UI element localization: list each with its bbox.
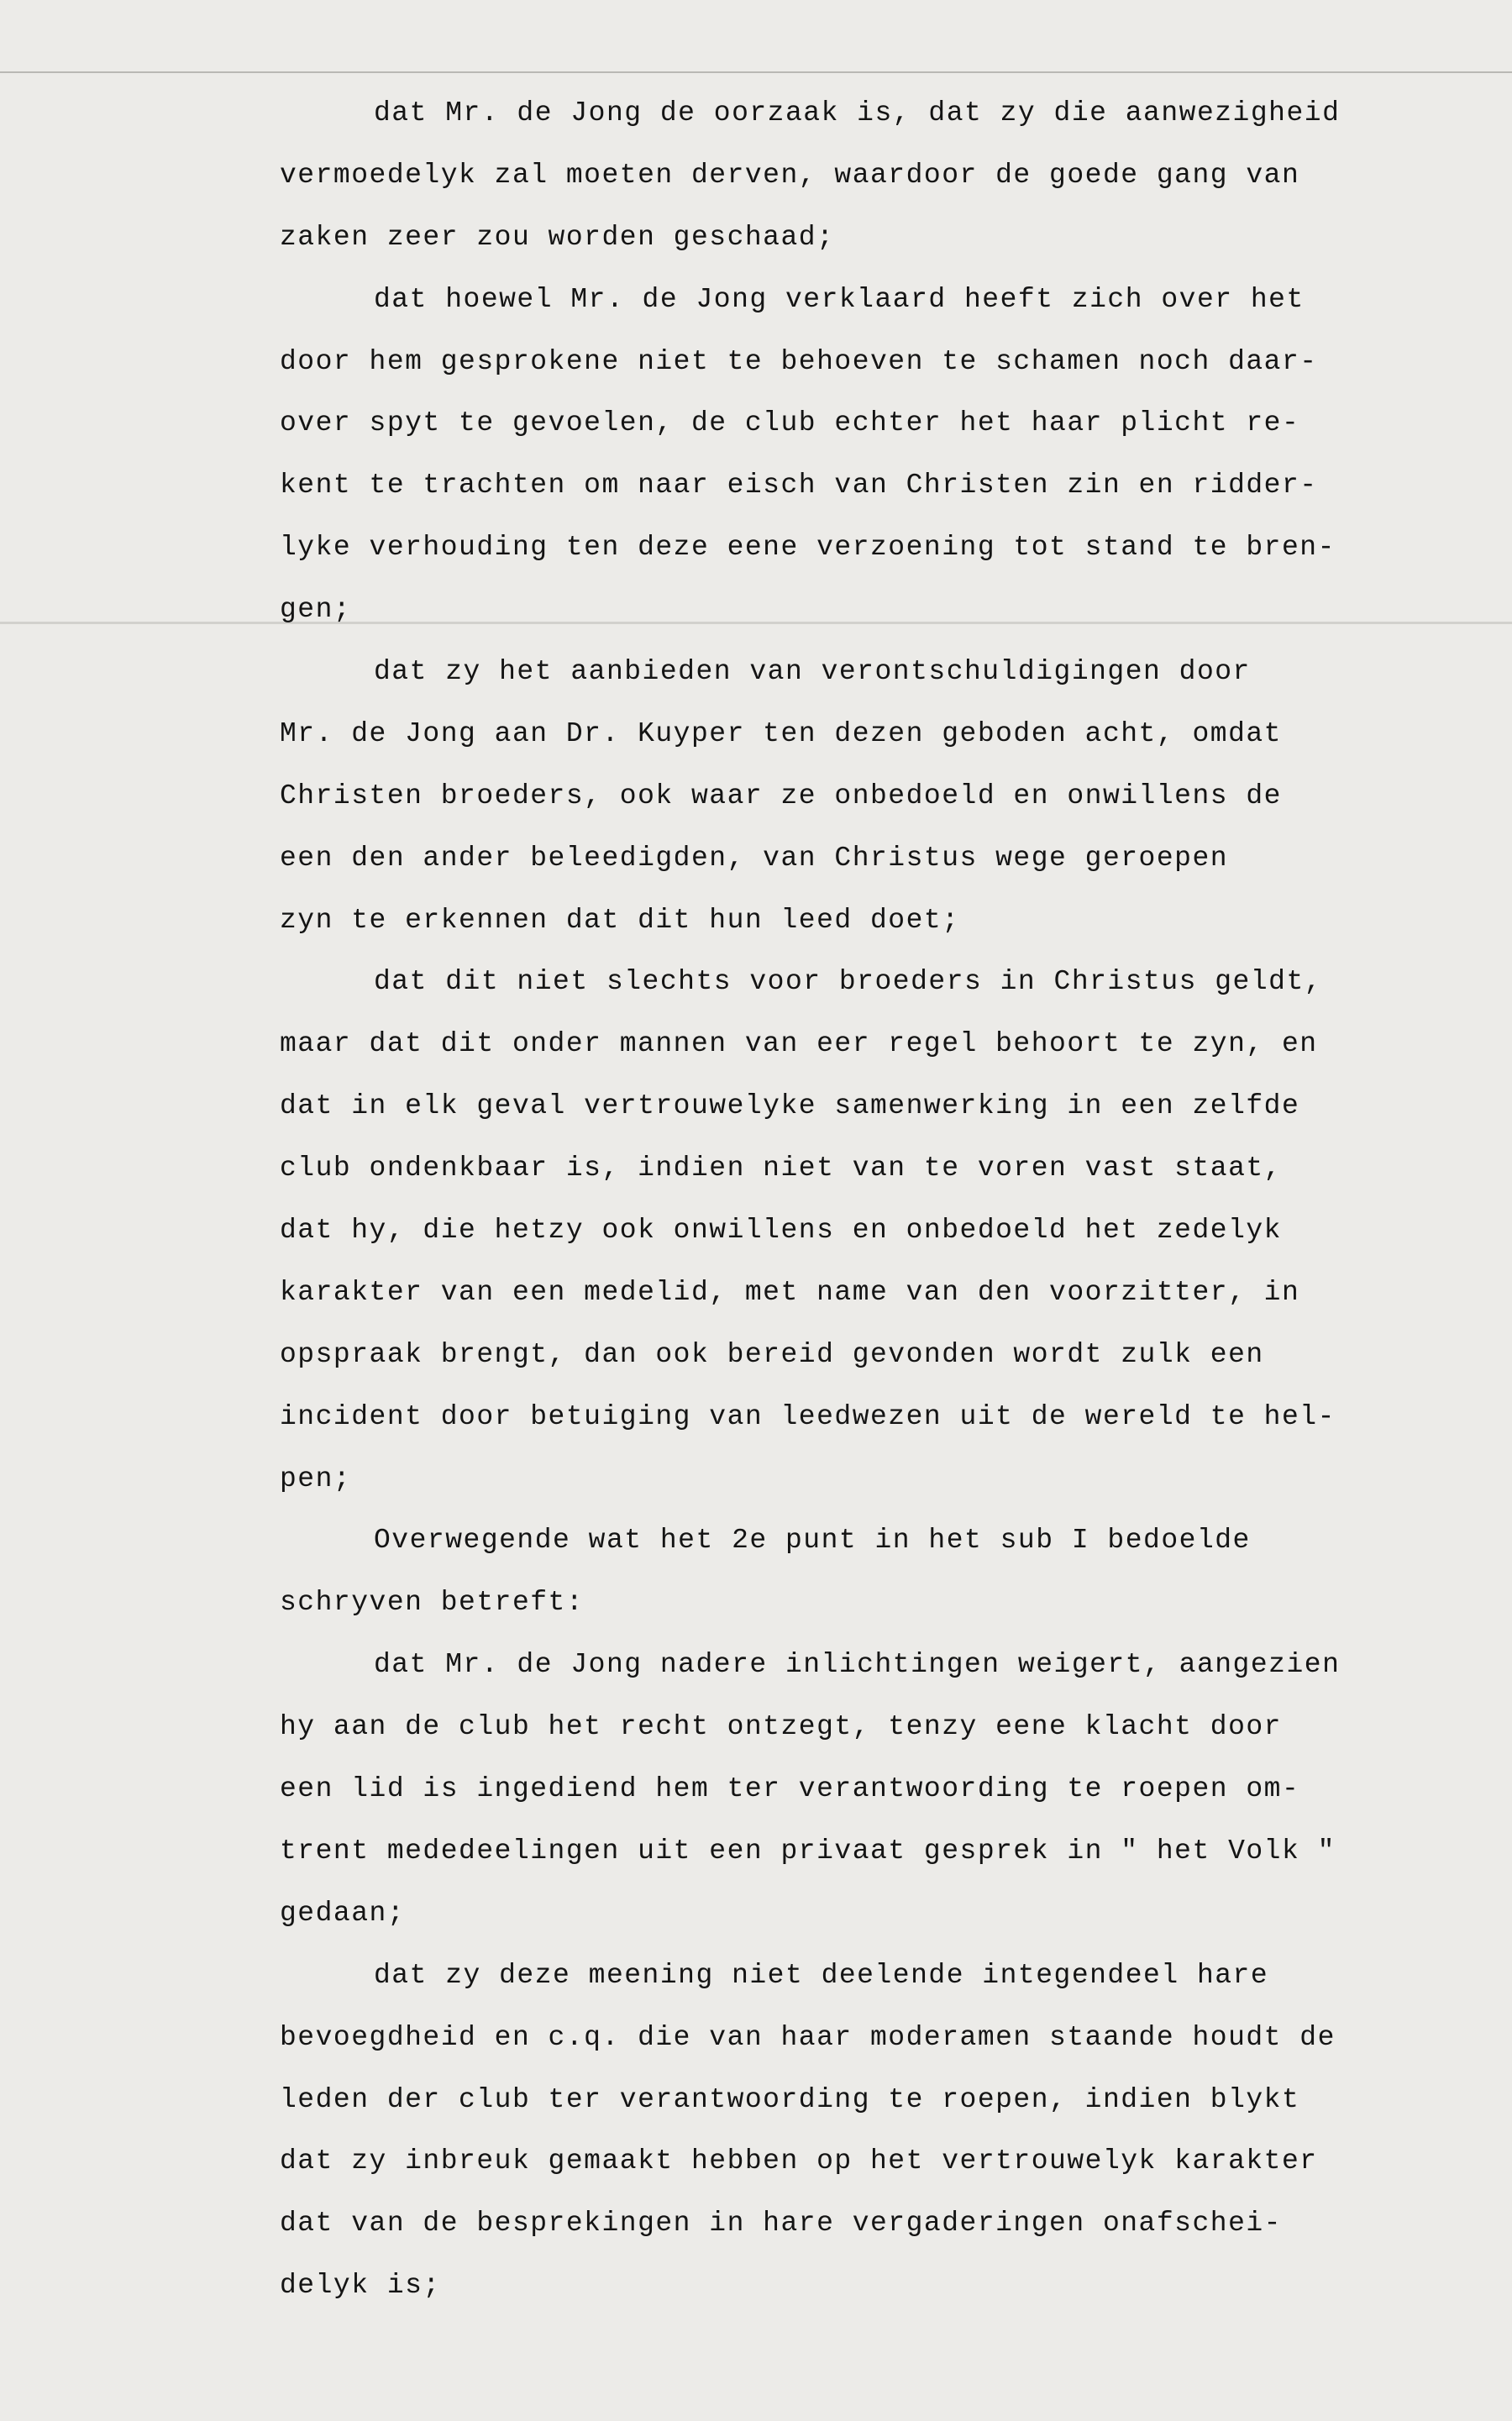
text-line: maar dat dit onder mannen van eer regel behoort te zyn, en xyxy=(280,1028,1318,1060)
paragraph-first-line: dat hoewel Mr. de Jong verklaard heeft zich over het xyxy=(374,283,1305,315)
text-line: Christen broeders, ook waar ze onbedoeld en onwillens de xyxy=(280,780,1282,811)
text-line: zyn te erkennen dat dit hun leed doet; xyxy=(280,904,960,936)
text-line: schryven betreft: xyxy=(280,1587,585,1619)
text-line: een lid is ingediend hem ter verantwoording te roepen om- xyxy=(280,1773,1300,1805)
paragraph-first-line: Overwegende wat het 2e punt in het sub I bedoelde xyxy=(374,1525,1251,1557)
text-line: leden der club ter verantwoording te roepen, indien blykt xyxy=(280,2083,1300,2115)
text-line: dat van de besprekingen in hare vergaderingen onafschei- xyxy=(280,2208,1282,2240)
text-line: club ondenkbaar is, indien niet van te voren vast staat, xyxy=(280,1153,1282,1184)
paragraph-first-line: dat zy het aanbieden van verontschuldigingen door xyxy=(374,656,1251,688)
text-line: zaken zeer zou worden geschaad; xyxy=(280,221,835,253)
paragraph-first-line: dat Mr. de Jong nadere inlichtingen weigert, aangezien xyxy=(374,1649,1341,1681)
text-line: door hem gesprokene niet te behoeven te schamen noch daar- xyxy=(280,345,1318,377)
text-line: dat in elk geval vertrouwelyke samenwerking in een zelfde xyxy=(280,1090,1300,1122)
text-line: trent mededeelingen uit een privaat gesprek in " het Volk " xyxy=(280,1835,1336,1867)
typewritten-text-body xyxy=(280,82,1405,2317)
text-line: kent te trachten om naar eisch van Christen zin en ridder- xyxy=(280,470,1318,502)
text-line: opspraak brengt, dan ook bereid gevonden wordt zulk een xyxy=(280,1338,1264,1370)
text-line: vermoedelyk zal moeten derven, waardoor de goede gang van xyxy=(280,159,1300,191)
paper-top-edge xyxy=(0,71,1512,73)
text-line: dat zy inbreuk gemaakt hebben op het vertrouwelyk karakter xyxy=(280,2145,1318,2177)
text-line: pen; xyxy=(280,1463,352,1494)
text-line: gen; xyxy=(280,594,352,626)
text-line: bevoegdheid en c.q. die van haar moderamen staande houdt de xyxy=(280,2021,1336,2053)
text-line: delyk is; xyxy=(280,2270,441,2302)
text-line: een den ander beleedigden, van Christus wege geroepen xyxy=(280,842,1229,874)
text-line: Mr. de Jong aan Dr. Kuyper ten dezen geboden acht, omdat xyxy=(280,717,1282,749)
text-line: hy aan de club het recht ontzegt, tenzy eene klacht door xyxy=(280,1711,1282,1743)
text-line: over spyt te gevoelen, de club echter het haar plicht re- xyxy=(280,407,1300,439)
paragraph-first-line: dat Mr. de Jong de oorzaak is, dat zy die aanwezigheid xyxy=(374,97,1341,129)
text-line: gedaan; xyxy=(280,1897,406,1929)
paragraph-first-line: dat zy deze meening niet deelende integendeel hare xyxy=(374,1959,1269,1991)
text-line: lyke verhouding ten deze eene verzoening tot stand te bren- xyxy=(280,532,1336,564)
text-line: karakter van een medelid, met name van den voorzitter, in xyxy=(280,1276,1300,1308)
text-line: incident door betuiging van leedwezen uit de wereld te hel- xyxy=(280,1400,1336,1432)
text-line: dat hy, die hetzy ook onwillens en onbedoeld het zedelyk xyxy=(280,1215,1282,1247)
paragraph-first-line: dat dit niet slechts voor broeders in Christus geldt, xyxy=(374,966,1323,998)
